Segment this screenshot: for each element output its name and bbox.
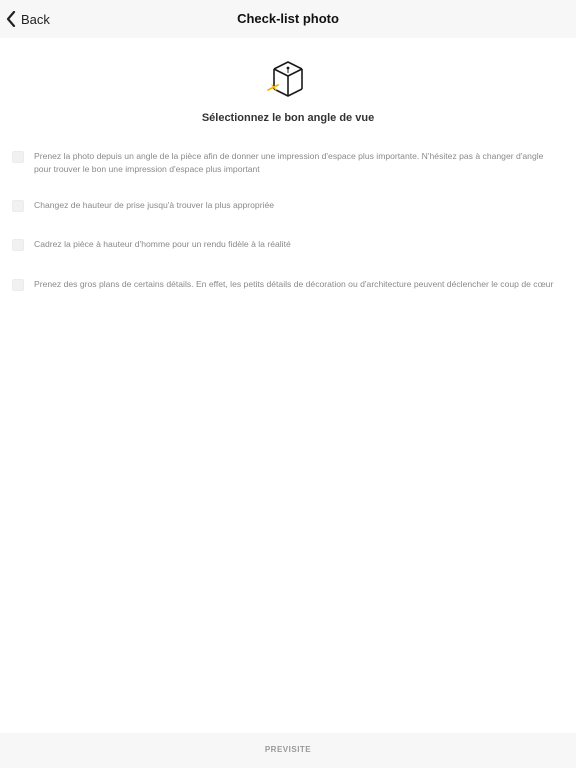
checklist-item-text: Cadrez la pièce à hauteur d'homme pour un rendu fidèle à la réalité: [34, 239, 291, 249]
checklist-item[interactable]: [12, 238, 564, 251]
checklist-item[interactable]: [12, 150, 564, 176]
previsite-logo: PREVISITE: [264, 745, 312, 754]
checkbox[interactable]: [12, 239, 24, 251]
checkbox[interactable]: [12, 279, 24, 291]
cube-icon: [266, 57, 310, 99]
checkbox[interactable]: [12, 151, 24, 163]
page-title: Check-list photo: [237, 11, 339, 26]
footer: [0, 733, 576, 768]
nav-bar: [0, 0, 576, 38]
checklist-item[interactable]: [12, 278, 564, 291]
back-label: Back: [21, 11, 50, 27]
checklist-item-text: Changez de hauteur de prise jusqu'à trouver la plus appropriée: [34, 200, 275, 210]
checkbox[interactable]: [12, 200, 24, 212]
section-title: Sélectionnez le bon angle de vue: [201, 112, 375, 124]
checklist-item[interactable]: [12, 199, 564, 212]
checklist-item-text: Prenez des gros plans de certains détails. En effet, les petits détails de décoration ou d'architecture peuvent déclencher le coup de cœur: [34, 279, 554, 289]
checklist-item-text: Prenez la photo depuis un angle de la pièce afin de donner une impression d'espace plus importante. N'hésitez pas à changer d'angle pour trouver le bon une impression d'espace plus important: [34, 151, 544, 174]
